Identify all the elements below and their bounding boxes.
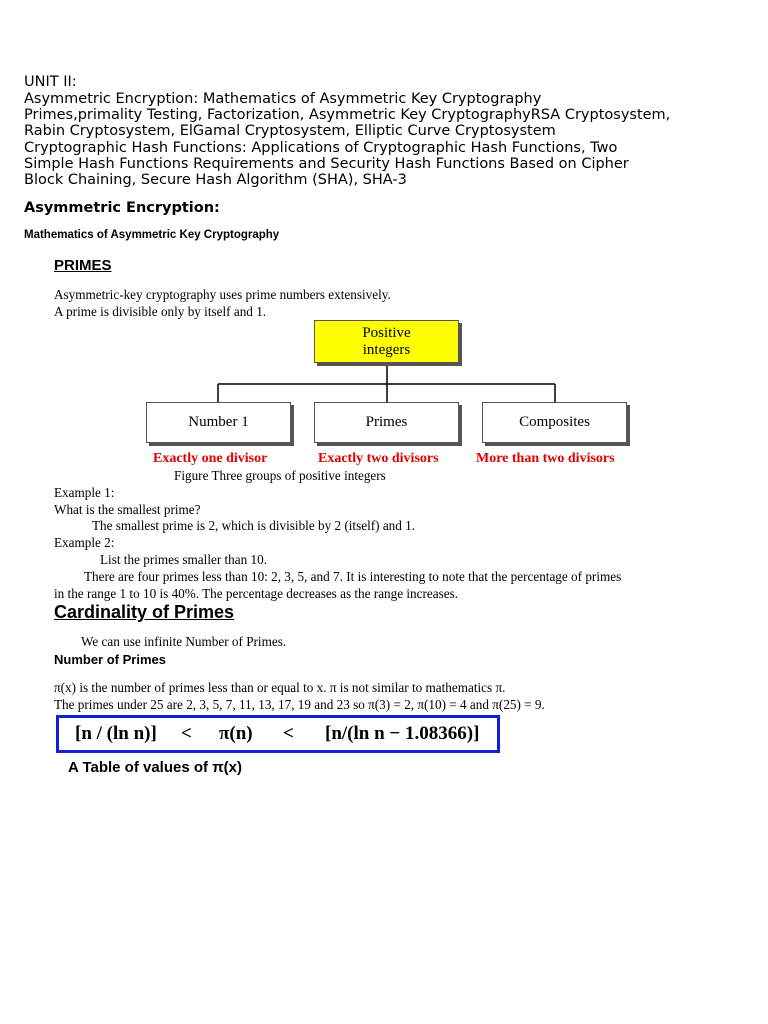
label-more-than-two-divisors: More than two divisors bbox=[476, 451, 615, 466]
formula-less-than: < bbox=[181, 723, 192, 744]
intro-line: Asymmetric-key cryptography uses prime numbers extensively. bbox=[54, 287, 391, 302]
formula-less-than: < bbox=[283, 723, 294, 744]
tree-connector-lines bbox=[0, 0, 768, 470]
example-2-question: List the primes smaller than 10. bbox=[100, 552, 268, 567]
box-number-1: Number 1 bbox=[146, 402, 291, 443]
heading-mathematics: Mathematics of Asymmetric Key Cryptography bbox=[24, 229, 280, 241]
pi-bounds-formula-box bbox=[56, 715, 500, 753]
label-exactly-two-divisors: Exactly two divisors bbox=[318, 451, 439, 466]
formula-lower-bound: [n / (ln n)] bbox=[75, 723, 157, 744]
heading-asymmetric-encryption: Asymmetric Encryption: bbox=[24, 200, 220, 216]
unit-line: Block Chaining, Secure Hash Algorithm (SHA), SHA-3 bbox=[24, 172, 407, 188]
pi-definition: π(x) is the number of primes less than or equal to x. π is not similar to mathematics π. bbox=[54, 680, 506, 695]
example-2-answer: in the range 1 to 10 is 40%. The percentage decreases as the range increases. bbox=[54, 586, 459, 601]
box-primes: Primes bbox=[314, 402, 459, 443]
unit-line: Asymmetric Encryption: Mathematics of Asymmetric Key Cryptography bbox=[24, 91, 542, 107]
example-1-answer: The smallest prime is 2, which is divisible by 2 (itself) and 1. bbox=[92, 518, 416, 533]
example-2-title: Example 2: bbox=[54, 535, 115, 550]
root-label: Positive bbox=[362, 325, 411, 341]
example-1-question: What is the smallest prime? bbox=[54, 502, 201, 517]
heading-primes: PRIMES bbox=[54, 257, 112, 274]
formula-upper-bound: [n/(ln n − 1.08366)] bbox=[325, 723, 480, 744]
root-label: integers bbox=[362, 342, 411, 358]
intro-line: A prime is divisible only by itself and 1. bbox=[54, 304, 267, 319]
example-2-answer: There are four primes less than 10: 2, 3, 5, and 7. It is interesting to note that the percentage of primes bbox=[84, 569, 622, 584]
cardinality-text: We can use infinite Number of Primes. bbox=[81, 634, 287, 649]
root-box-positive-integers bbox=[314, 320, 459, 363]
figure-caption: Figure Three groups of positive integers bbox=[174, 468, 386, 483]
label-exactly-one-divisor: Exactly one divisor bbox=[153, 451, 268, 466]
heading-cardinality-of-primes: Cardinality of Primes bbox=[54, 602, 235, 622]
unit-line: Primes,primality Testing, Factorization, Asymmetric Key CryptographyRSA Cryptosystem, bbox=[24, 107, 671, 123]
unit-title: UNIT II: bbox=[24, 74, 77, 90]
pi-example: The primes under 25 are 2, 3, 5, 7, 11, 13, 17, 19 and 23 so π(3) = 2, π(10) = 4 and π(25) = 9. bbox=[54, 697, 545, 712]
unit-line: Simple Hash Functions Requirements and Security Hash Functions Based on Cipher bbox=[24, 156, 629, 172]
example-1-title: Example 1: bbox=[54, 485, 115, 500]
heading-number-of-primes: Number of Primes bbox=[54, 652, 166, 667]
box-composites: Composites bbox=[482, 402, 627, 443]
heading-table-of-values: A Table of values of π(x) bbox=[68, 759, 243, 776]
unit-line: Rabin Cryptosystem, ElGamal Cryptosystem, Elliptic Curve Cryptosystem bbox=[24, 123, 556, 139]
unit-line: Cryptographic Hash Functions: Applications of Cryptographic Hash Functions, Two bbox=[24, 140, 618, 156]
formula-pi-n: π(n) bbox=[219, 723, 253, 744]
